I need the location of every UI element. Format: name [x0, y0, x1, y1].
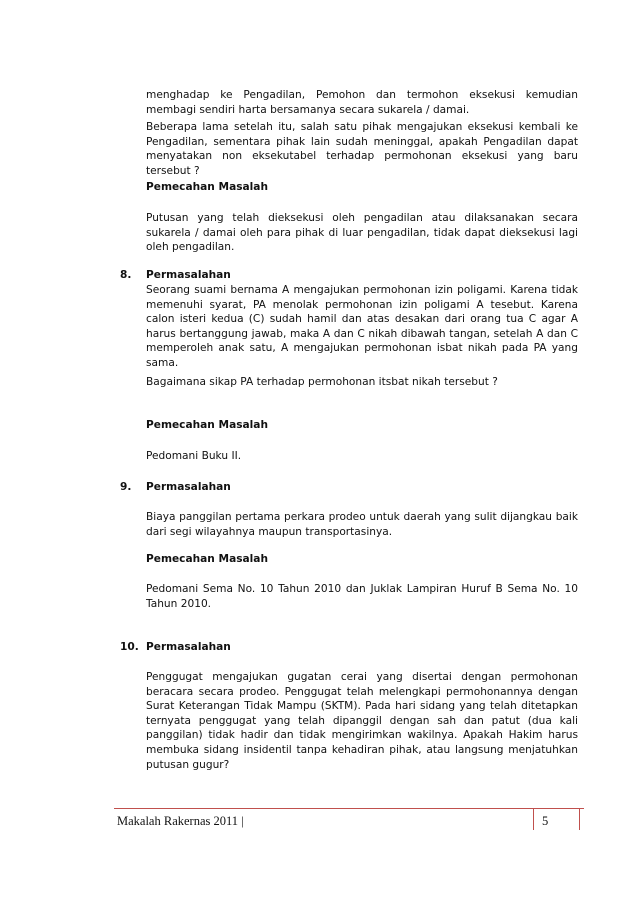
- solution-text-9: Pedomani Sema No. 10 Tahun 2010 dan Juklak Lampiran Huruf B Sema No. 10 Tahun 2010.: [146, 583, 578, 610]
- page-number: 5: [542, 814, 549, 828]
- solution-heading-8: Pemecahan Masalah: [146, 419, 268, 431]
- item-number-10: 10.: [120, 641, 139, 653]
- item-number-8: 8.: [120, 269, 132, 281]
- problem-text-10: Penggugat mengajukan gugatan cerai yang disertai dengan permohonan beracara secara prodeo. Penggugat telah melengkapi permohonannya dengan Surat Keterangan Tidak Mampu (SKTM). Pada hari sidang yang telah ditetapkan ternyata penggugat yang telah dipanggil dengan sah dan patut (dua kali panggilan) tidak hadir dan tidak mengirimkan wakilnya. Apakah Hakim harus membuka sidang insidentil tanpa kehadiran pihak, atau langsung menjatuhkan putusan gugur?: [146, 671, 578, 771]
- page-number-box: [533, 808, 580, 830]
- problem-text-9: Biaya panggilan pertama perkara prodeo untuk daerah yang sulit dijangkau baik dari segi wilayahnya maupun transportasinya.: [146, 511, 578, 538]
- item-number-9: 9.: [120, 481, 132, 493]
- intro-paragraph-1: menghadap ke Pengadilan, Pemohon dan termohon eksekusi kemudian membagi sendiri harta bersamanya secara sukarela / damai.: [146, 89, 578, 116]
- footer-title: Makalah Rakernas 2011 |: [117, 814, 244, 828]
- problem-heading-10: Permasalahan: [146, 641, 231, 653]
- solution-heading-7: Pemecahan Masalah: [146, 181, 268, 193]
- problem-heading-9: Permasalahan: [146, 481, 231, 493]
- footer-divider: [114, 808, 584, 809]
- solution-text-7: Putusan yang telah dieksekusi oleh pengadilan atau dilaksanakan secara sukarela / damai oleh para pihak di luar pengadilan, tidak dapat dieksekusi lagi oleh pengadilan.: [146, 212, 578, 254]
- problem-heading-8: Permasalahan: [146, 269, 231, 281]
- problem-question-8: Bagaimana sikap PA terhadap permohonan itsbat nikah tersebut ?: [146, 376, 498, 388]
- solution-heading-9: Pemecahan Masalah: [146, 553, 268, 565]
- intro-paragraph-2: Beberapa lama setelah itu, salah satu pihak mengajukan eksekusi kembali ke Pengadilan, sementara pihak lain sudah meninggal, apakah Pengadilan dapat menyatakan non eksekutabel terhadap permohonan eksekusi yang baru tersebut ?: [146, 121, 578, 177]
- problem-text-8: Seorang suami bernama A mengajukan permohonan izin poligami. Karena tidak memenuhi syarat, PA menolak permohonan izin poligami A tesebut. Karena calon isteri kedua (C) sudah hamil dan atas desakan dari orang tua C agar A harus bertanggung jawab, maka A dan C nikah dibawah tangan, setelah A dan C memperoleh anak satu, A mengajukan permohonan isbat nikah pada PA yang sama.: [146, 284, 578, 369]
- solution-text-8: Pedomani Buku II.: [146, 450, 242, 462]
